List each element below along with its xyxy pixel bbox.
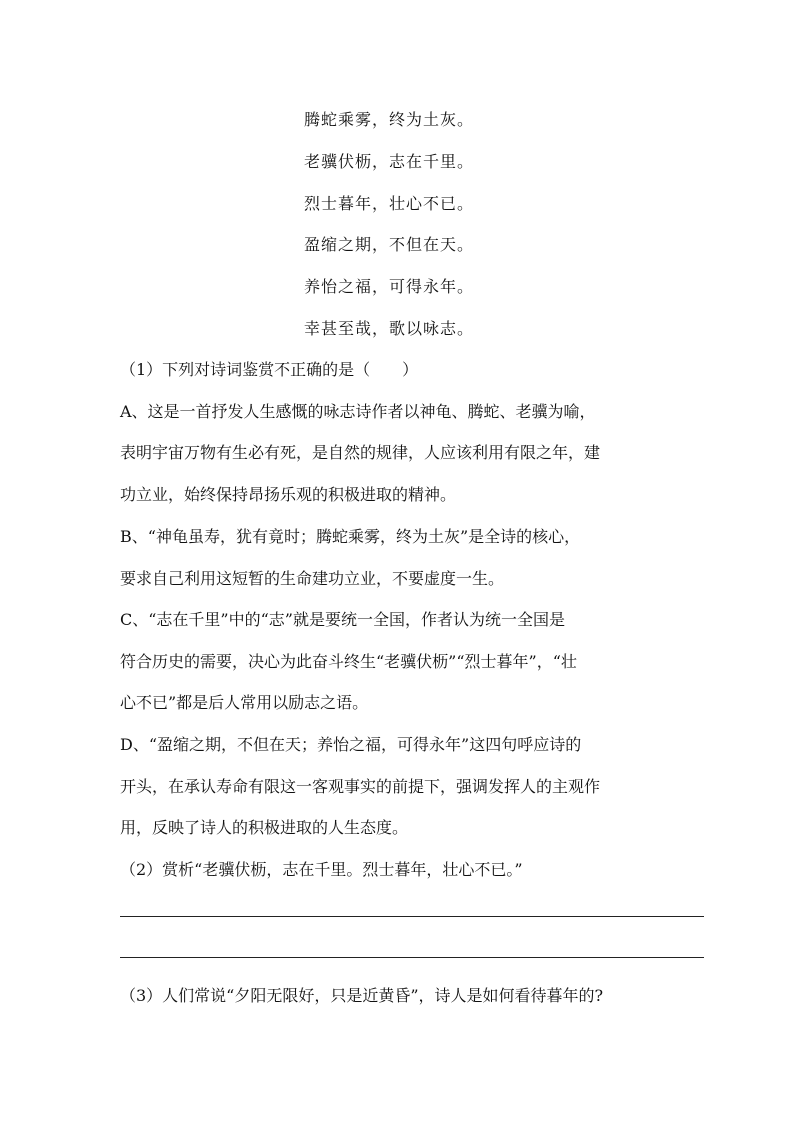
question-3-stem: （3）人们常说“夕阳无限好，只是近黄昏”，诗人是如何看待暮年的? (120, 986, 604, 1005)
option-b-line-2: 要求自己利用这短暂的生命建功立业，不要虚度一生。 (120, 569, 505, 588)
poem-line-5: 养怡之福，可得永年。 (304, 277, 475, 296)
poem-line-4: 盈缩之期，不但在天。 (304, 235, 475, 254)
question-1-stem: （1）下列对诗词鉴赏不正确的是（ ） (120, 360, 419, 379)
option-c-line-3: 心不已”都是后人常用以励志之语。 (120, 693, 369, 712)
option-d-line-3: 用，反映了诗人的积极进取的人生态度。 (120, 818, 409, 837)
poem-line-1: 腾蛇乘雾，终为土灰。 (304, 110, 475, 129)
option-d-line-1: D、“盈缩之期，不但在天；养怡之福，可得永年”这四句呼应诗的 (120, 735, 582, 754)
answer-line-1[interactable] (120, 916, 704, 917)
option-b-line-1: B、“神龟虽寿，犹有竟时；腾蛇乘雾，终为土灰”是全诗的核心， (120, 527, 581, 546)
poem-line-2: 老骥伏枥，志在千里。 (304, 152, 475, 171)
option-c-line-2: 符合历史的需要，决心为此奋斗终生“老骥伏枥”“烈士暮年”，“壮 (120, 652, 577, 671)
answer-line-2[interactable] (120, 957, 704, 958)
option-a-line-3: 功立业，始终保持昂扬乐观的积极进取的精神。 (120, 485, 457, 504)
option-a-line-2: 表明宇宙万物有生必有死，是自然的规律，人应该利用有限之年，建 (120, 443, 601, 462)
option-a-line-1: A、这是一首抒发人生感慨的咏志诗作者以神龟、腾蛇、老骥为喻， (120, 402, 596, 421)
option-d-line-2: 开头，在承认寿命有限这一客观事实的前提下，强调发挥人的主观作 (120, 777, 601, 796)
poem-line-3: 烈士暮年，壮心不已。 (304, 194, 475, 213)
question-2-stem: （2）赏析“老骥伏枥，志在千里。烈士暮年，壮心不已。” (120, 860, 523, 879)
option-c-line-1: C、“志在千里”中的“志”就是要统一全国，作者认为统一全国是 (120, 610, 565, 629)
poem-line-6: 幸甚至哉，歌以咏志。 (304, 319, 475, 338)
